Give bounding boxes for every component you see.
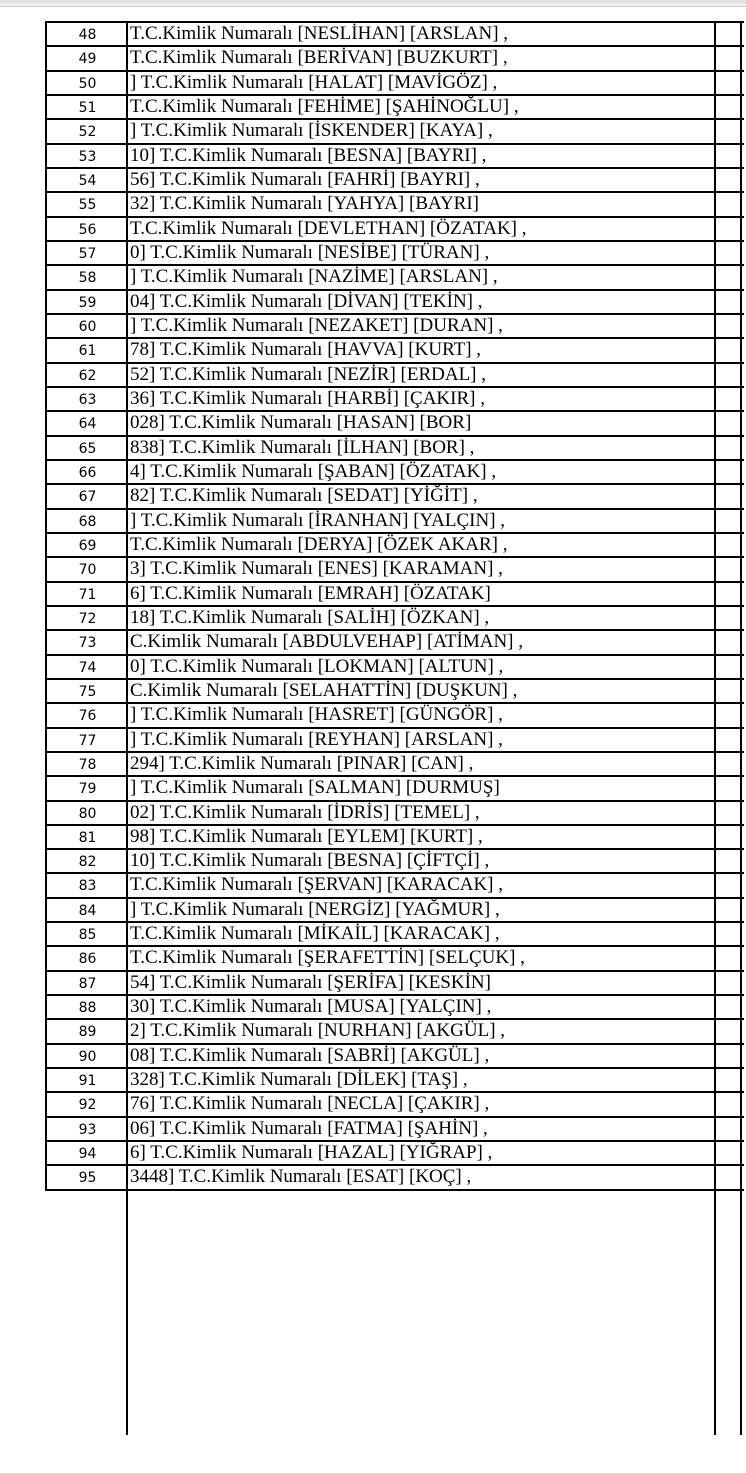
table-row	[47, 777, 744, 801]
table-row	[47, 1142, 744, 1166]
row-number: 87	[78, 975, 97, 992]
row-text: T.C.Kimlik Numaralı [FEHİME] [ŞAHİNOĞLU] ,	[130, 95, 519, 117]
table-row	[47, 461, 744, 485]
row-text-cell	[130, 1118, 746, 1140]
row-text-cell	[130, 826, 746, 848]
row-number: 77	[78, 732, 97, 749]
row-text-cell	[130, 923, 746, 945]
row-text: T.C.Kimlik Numaralı [DERYA] [ÖZEK AKAR] ,	[130, 533, 508, 555]
row-number: 89	[78, 1024, 97, 1041]
row-text-cell	[130, 461, 746, 483]
row-text: 76] T.C.Kimlik Numaralı [NECLA] [ÇAKIR] ,	[130, 1093, 490, 1115]
row-number: 49	[78, 51, 97, 68]
column-divider-right-outer	[740, 21, 742, 1435]
row-text: 294] T.C.Kimlik Numaralı [PINAR] [CAN] ,	[130, 752, 474, 774]
row-number: 85	[78, 927, 97, 944]
row-text: ] T.C.Kimlik Numaralı [NAZİME] [ARSLAN] ,	[130, 266, 498, 288]
row-text-cell	[130, 704, 746, 726]
table-row	[47, 412, 744, 436]
row-text: ] T.C.Kimlik Numaralı [HASRET] [GÜNGÖR] ,	[130, 704, 503, 726]
row-text: ] T.C.Kimlik Numaralı [REYHAN] [ARSLAN] ,	[130, 728, 503, 750]
row-number: 80	[78, 805, 97, 822]
row-text: 98] T.C.Kimlik Numaralı [EYLEM] [KURT] ,	[130, 825, 483, 847]
table-row	[47, 145, 744, 169]
row-number: 86	[78, 951, 97, 968]
row-text-cell	[130, 607, 746, 629]
row-text: ] T.C.Kimlik Numaralı [SALMAN] [DURMUŞ]	[130, 777, 500, 799]
row-number: 59	[78, 294, 97, 311]
row-number: 84	[78, 902, 97, 919]
row-text: 6] T.C.Kimlik Numaralı [EMRAH] [ÖZATAK]	[130, 582, 491, 604]
row-number: 90	[78, 1048, 97, 1065]
table-row	[47, 218, 744, 242]
row-text-cell	[130, 485, 746, 507]
table-row	[47, 96, 744, 120]
row-text: 30] T.C.Kimlik Numaralı [MUSA] [YALÇIN] ,	[130, 996, 492, 1018]
table-row	[47, 899, 744, 923]
row-text: T.C.Kimlik Numaralı [MİKAİL] [KARACAK] ,	[130, 923, 500, 945]
row-text-cell	[130, 656, 746, 678]
table-row	[47, 169, 744, 193]
row-number: 48	[78, 27, 97, 43]
row-text: 10] T.C.Kimlik Numaralı [BESNA] [ÇİFTÇİ] ,	[130, 850, 490, 872]
table-row	[47, 266, 744, 290]
table-row	[47, 1020, 744, 1044]
record-table	[45, 21, 744, 1191]
row-number: 69	[78, 537, 97, 554]
row-text-cell	[130, 510, 746, 532]
table-row	[47, 47, 744, 71]
row-text-cell	[130, 947, 746, 969]
row-text-cell	[130, 899, 746, 921]
row-number: 68	[78, 513, 97, 530]
table-row	[47, 874, 744, 898]
row-number: 92	[78, 1097, 97, 1114]
table-row	[47, 558, 744, 582]
table-row	[47, 485, 744, 509]
row-text-cell	[130, 218, 746, 240]
table-row	[47, 947, 744, 971]
row-text: 838] T.C.Kimlik Numaralı [İLHAN] [BOR] ,	[130, 436, 475, 458]
table-row	[47, 534, 744, 558]
row-text-cell	[130, 315, 746, 337]
table-row	[47, 923, 744, 947]
table-row	[47, 291, 744, 315]
row-text-cell	[130, 753, 746, 775]
row-text: 4] T.C.Kimlik Numaralı [ŞABAN] [ÖZATAK] ,	[130, 460, 497, 482]
row-number: 83	[78, 878, 97, 895]
row-number: 78	[78, 756, 97, 773]
row-text-cell	[130, 680, 746, 702]
table-row	[47, 315, 744, 339]
row-text-cell	[130, 1142, 746, 1164]
row-number: 66	[78, 464, 97, 481]
row-text-cell	[130, 1020, 746, 1042]
row-number: 61	[78, 343, 97, 360]
column-divider-number	[126, 21, 128, 1435]
table-row	[47, 364, 744, 388]
table-row	[47, 656, 744, 680]
table-row	[47, 1166, 744, 1190]
row-text-cell	[130, 1166, 746, 1188]
row-number: 52	[78, 124, 97, 141]
row-number: 64	[78, 416, 97, 433]
row-text-cell	[130, 1093, 746, 1115]
row-text-cell	[130, 23, 746, 45]
row-text-cell	[130, 169, 746, 191]
table-row	[47, 680, 744, 704]
table-row	[47, 1069, 744, 1093]
row-number: 70	[78, 562, 97, 579]
row-text: T.C.Kimlik Numaralı [NESLİHAN] [ARSLAN] ,	[130, 23, 509, 44]
table-row	[47, 802, 744, 826]
row-text-cell	[130, 558, 746, 580]
row-text: ] T.C.Kimlik Numaralı [NEZAKET] [DURAN] ,	[130, 314, 503, 336]
row-text-cell	[130, 631, 746, 653]
row-text: ] T.C.Kimlik Numaralı [İRANHAN] [YALÇIN] ,	[130, 509, 506, 531]
row-text-cell	[130, 850, 746, 872]
row-text-cell	[130, 777, 746, 799]
table-row	[47, 850, 744, 874]
table-row	[47, 510, 744, 534]
table-row	[47, 23, 744, 47]
row-text-cell	[130, 996, 746, 1018]
row-text-cell	[130, 47, 746, 69]
row-text: 54] T.C.Kimlik Numaralı [ŞERİFA] [KESKİN]	[130, 971, 491, 993]
row-text-cell	[130, 583, 746, 605]
row-text: T.C.Kimlik Numaralı [ŞERAFETTİN] [SELÇUK] ,	[130, 947, 525, 969]
row-text: 36] T.C.Kimlik Numaralı [HARBİ] [ÇAKIR] ,	[130, 387, 485, 409]
table-row	[47, 339, 744, 363]
table-row	[47, 1093, 744, 1117]
row-text-cell	[130, 364, 746, 386]
row-number: 57	[78, 245, 97, 262]
table-row	[47, 1045, 744, 1069]
row-text-cell	[130, 1069, 746, 1091]
row-text: 6] T.C.Kimlik Numaralı [HAZAL] [YIĞRAP] ,	[130, 1142, 493, 1164]
row-text: 56] T.C.Kimlik Numaralı [FAHRİ] [BAYRI] ,	[130, 168, 480, 190]
row-number: 72	[78, 610, 97, 627]
row-text-cell	[130, 266, 746, 288]
row-text: 52] T.C.Kimlik Numaralı [NEZİR] [ERDAL] ,	[130, 363, 487, 385]
row-text-cell	[130, 120, 746, 142]
window-top-edge	[0, 0, 746, 7]
table-row	[47, 704, 744, 728]
row-text: ] T.C.Kimlik Numaralı [NERGİZ] [YAĞMUR] ,	[130, 898, 500, 920]
row-text-cell	[130, 388, 746, 410]
row-text: T.C.Kimlik Numaralı [BERİVAN] [BUZKURT] ,	[130, 47, 508, 69]
row-text-cell	[130, 802, 746, 824]
row-text-cell	[130, 242, 746, 264]
row-text: 0] T.C.Kimlik Numaralı [LOKMAN] [ALTUN] ,	[130, 655, 504, 677]
row-text: 328] T.C.Kimlik Numaralı [DİLEK] [TAŞ] ,	[130, 1069, 468, 1091]
row-number: 50	[78, 75, 97, 92]
row-text: 06] T.C.Kimlik Numaralı [FATMA] [ŞAHİN] ,	[130, 1117, 488, 1139]
row-text-cell	[130, 96, 746, 118]
row-text: C.Kimlik Numaralı [SELAHATTİN] [DUŞKUN] ,	[130, 679, 518, 701]
table-row	[47, 437, 744, 461]
row-text-cell	[130, 437, 746, 459]
table-row	[47, 583, 744, 607]
row-text: ] T.C.Kimlik Numaralı [HALAT] [MAVİGÖZ] ,	[130, 71, 498, 93]
row-text: 82] T.C.Kimlik Numaralı [SEDAT] [YİĞİT] ,	[130, 485, 478, 507]
row-number: 93	[78, 1121, 97, 1138]
row-text: 3448] T.C.Kimlik Numaralı [ESAT] [KOÇ] ,	[130, 1166, 472, 1188]
table-row	[47, 996, 744, 1020]
row-text-cell	[130, 291, 746, 313]
table-row	[47, 753, 744, 777]
table-row	[47, 729, 744, 753]
table-row	[47, 826, 744, 850]
row-text-cell	[130, 193, 746, 215]
row-number: 56	[78, 221, 97, 238]
row-text: 02] T.C.Kimlik Numaralı [İDRİS] [TEMEL] ,	[130, 801, 480, 823]
row-text-cell	[130, 145, 746, 167]
row-number: 82	[78, 854, 97, 871]
row-text: 04] T.C.Kimlik Numaralı [DİVAN] [TEKİN] ,	[130, 290, 483, 312]
row-text: 0] T.C.Kimlik Numaralı [NESİBE] [TÜRAN] ,	[130, 241, 490, 263]
row-number: 54	[78, 172, 97, 189]
row-text-cell	[130, 972, 746, 994]
row-text: 78] T.C.Kimlik Numaralı [HAVVA] [KURT] ,	[130, 339, 482, 361]
row-text: 2] T.C.Kimlik Numaralı [NURHAN] [AKGÜL] ,	[130, 1020, 506, 1042]
row-text: ] T.C.Kimlik Numaralı [İSKENDER] [KAYA] ,	[130, 120, 493, 142]
table-row	[47, 388, 744, 412]
row-number: 88	[78, 1000, 97, 1017]
row-number: 71	[78, 586, 97, 603]
row-text-cell	[130, 729, 746, 751]
row-number: 65	[78, 440, 97, 457]
row-number: 63	[78, 391, 97, 408]
row-number: 73	[78, 635, 97, 652]
row-text: 028] T.C.Kimlik Numaralı [HASAN] [BOR]	[130, 412, 472, 434]
row-number: 95	[78, 1170, 97, 1187]
row-number: 79	[78, 781, 97, 798]
table-row	[47, 242, 744, 266]
row-text: 08] T.C.Kimlik Numaralı [SABRİ] [AKGÜL] ,	[130, 1044, 490, 1066]
row-text-cell	[130, 534, 746, 556]
row-number: 67	[78, 489, 97, 506]
row-number: 62	[78, 367, 97, 384]
row-text: C.Kimlik Numaralı [ABDULVEHAP] [ATİMAN] ,	[130, 631, 523, 653]
row-text: T.C.Kimlik Numaralı [DEVLETHAN] [ÖZATAK] ,	[130, 217, 527, 239]
table-row	[47, 972, 744, 996]
table-row	[47, 631, 744, 655]
row-number: 58	[78, 270, 97, 287]
row-text: T.C.Kimlik Numaralı [ŞERVAN] [KARACAK] ,	[130, 874, 504, 896]
row-number: 55	[78, 197, 97, 214]
row-text: 10] T.C.Kimlik Numaralı [BESNA] [BAYRI] ,	[130, 144, 487, 166]
row-number: 76	[78, 708, 97, 725]
row-text-cell	[130, 339, 746, 361]
row-text-cell	[130, 1045, 746, 1067]
row-text: 3] T.C.Kimlik Numaralı [ENES] [KARAMAN] ,	[130, 558, 503, 580]
table-row	[47, 193, 744, 217]
row-number: 51	[78, 99, 97, 116]
row-text: 32] T.C.Kimlik Numaralı [YAHYA] [BAYRI]	[130, 193, 480, 215]
row-number: 94	[78, 1146, 97, 1163]
row-number: 81	[78, 829, 97, 846]
row-number: 53	[78, 148, 97, 165]
table-row	[47, 1118, 744, 1142]
column-divider-right-inner	[714, 21, 716, 1435]
row-text-cell	[130, 874, 746, 896]
table-row	[47, 120, 744, 144]
row-text-cell	[130, 412, 746, 434]
row-number: 60	[78, 318, 97, 335]
row-number: 75	[78, 683, 97, 700]
row-text: 18] T.C.Kimlik Numaralı [SALİH] [ÖZKAN] ,	[130, 606, 490, 628]
row-text-cell	[130, 72, 746, 94]
table-row	[47, 607, 744, 631]
row-number: 91	[78, 1073, 97, 1090]
table-row	[47, 72, 744, 96]
row-number: 74	[78, 659, 97, 676]
